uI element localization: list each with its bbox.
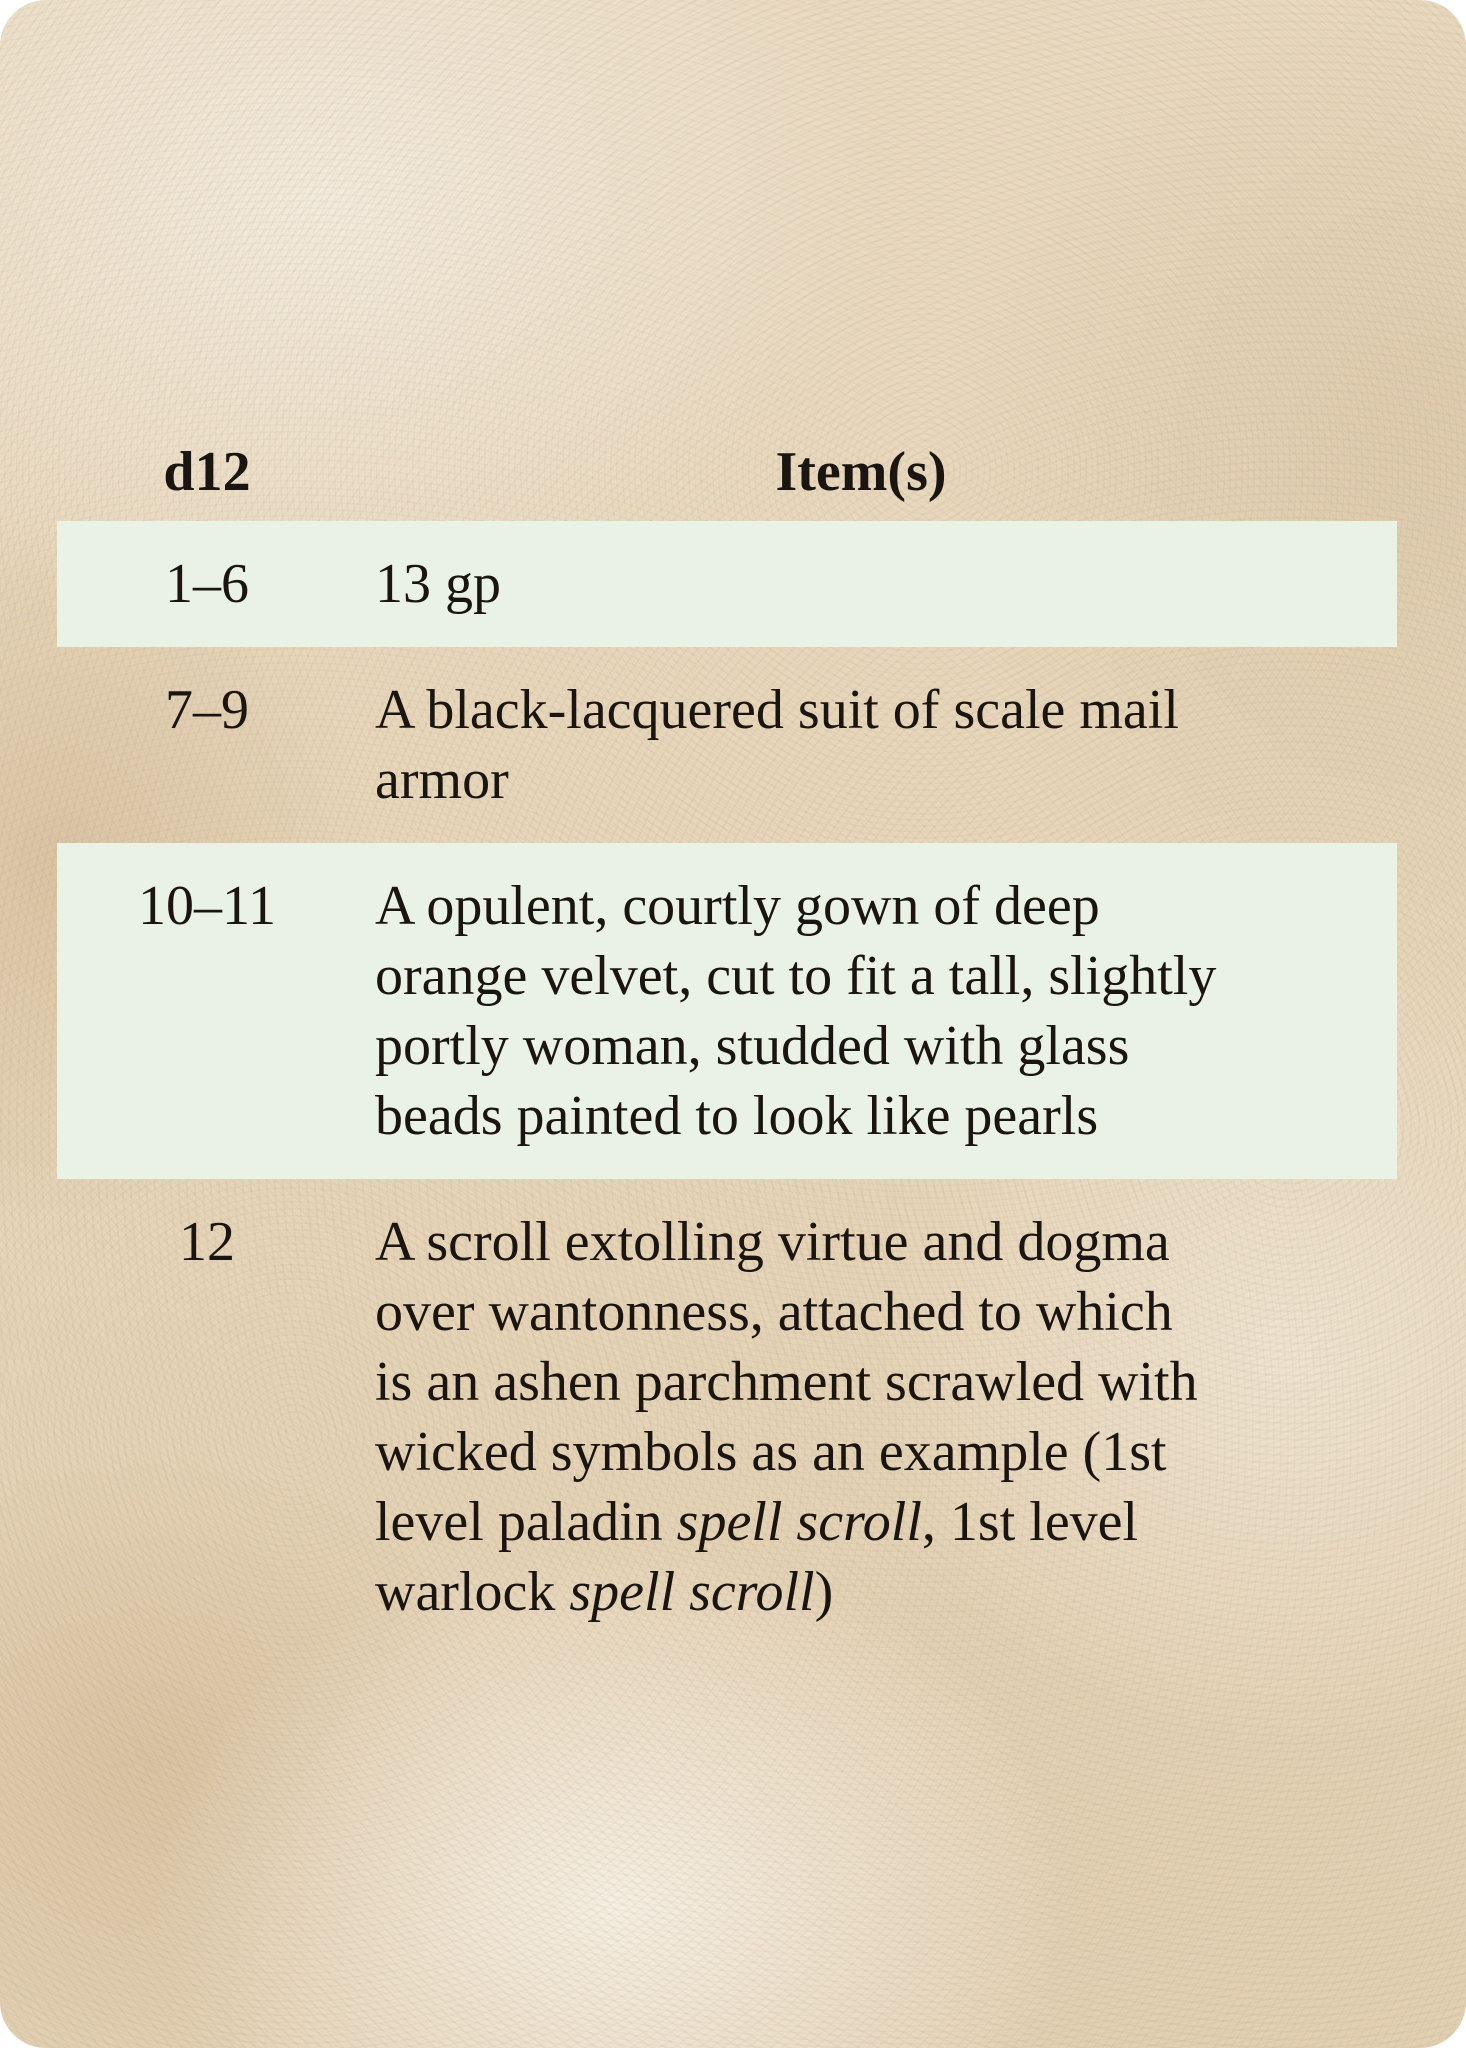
item-text: 13 gp [375,553,501,615]
item-text: ) [814,1561,834,1623]
table-row [57,647,1397,843]
item-text: is an ashen parchment scrawled with [375,1351,1198,1413]
item-line [375,1207,1347,1277]
item-text: orange velvet, cut to fit a tall, slightly [375,945,1217,1007]
dice-range-cell: 7–9 [165,679,249,741]
item-line [375,549,1347,619]
item-text: , 1st level [921,1491,1139,1553]
item-text: over wantonness, attached to which [375,1281,1173,1343]
table-row [57,1179,1397,1655]
item-cell [357,549,1397,619]
item-line [375,1081,1347,1151]
item-line [375,1417,1347,1487]
column-header-items: Item(s) [775,441,947,503]
dice-range-cell: 10–11 [138,875,276,937]
item-cell [357,871,1397,1151]
item-line [375,871,1347,941]
item-line [375,675,1347,745]
item-line [375,1557,1347,1627]
item-text: wicked symbols as an example (1st [375,1421,1167,1483]
column-header-d12: d12 [163,441,251,503]
table-row [57,843,1397,1179]
item-line [375,1011,1347,1081]
italic-item-name: spell scroll [676,1491,922,1553]
item-line [375,1347,1347,1417]
item-text: portly woman, studded with glass [375,1015,1130,1077]
item-text: A scroll extolling virtue and dogma [375,1211,1170,1273]
item-text: A black-lacquered suit of scale mail [375,679,1179,741]
loot-table [0,413,1466,1655]
item-cell [357,675,1397,815]
item-text: beads painted to look like pearls [375,1085,1099,1147]
item-text: armor [375,749,509,811]
table-row [57,521,1397,647]
table-header-row [57,413,1397,521]
item-text: A opulent, courtly gown of deep [375,875,1100,937]
item-text: warlock [375,1561,570,1623]
item-line [375,745,1347,815]
italic-item-name: spell scroll [569,1561,815,1623]
table-rows [0,521,1466,1655]
item-line [375,1277,1347,1347]
dice-range-cell: 1–6 [165,553,249,615]
item-text: level paladin [375,1491,677,1553]
item-line [375,1487,1347,1557]
item-cell [357,1207,1397,1627]
dice-range-cell: 12 [179,1211,235,1273]
item-line [375,941,1347,1011]
